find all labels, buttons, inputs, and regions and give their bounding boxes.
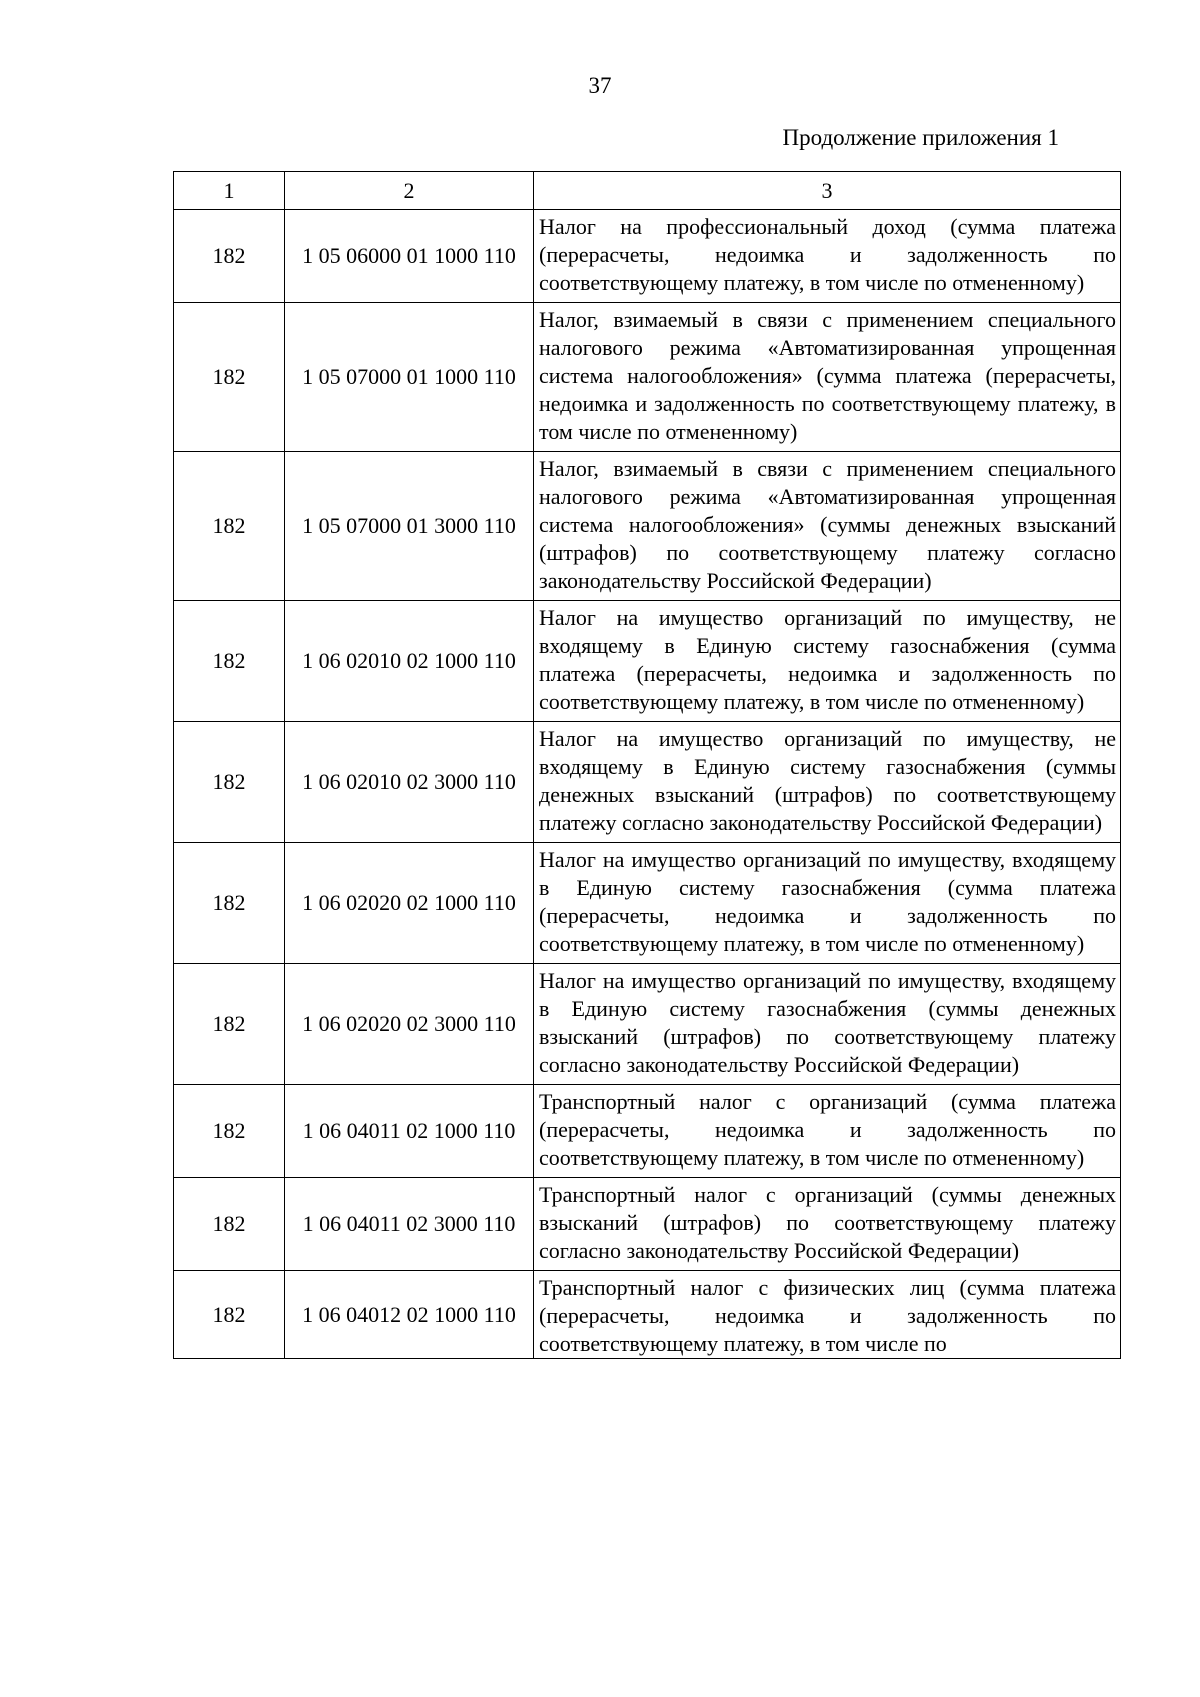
description-cell: Налог на имущество организаций по имуществу, входящему в Единую систему газоснабжения (суммы денежных взысканий (штрафов) по соответствующему платежу согласно законодательству Российской Федерации) xyxy=(534,964,1121,1085)
description-cell: Налог на имущество организаций по имуществу, не входящему в Единую систему газоснабжения (сумма платежа (перерасчеты, недоимка и задолженность по соответствующему платежу, в том числе по отмененному) xyxy=(534,601,1121,722)
table-row xyxy=(174,964,1121,1085)
table-row xyxy=(174,1178,1121,1271)
description-cell: Транспортный налог с организаций (суммы денежных взысканий (штрафов) по соответствующему платежу согласно законодательству Российской Федерации) xyxy=(534,1178,1121,1271)
table-row xyxy=(174,601,1121,722)
kbk-code-cell: 1 06 04012 02 1000 110 xyxy=(285,1271,534,1359)
description-cell: Налог, взимаемый в связи с применением специального налогового режима «Автоматизированная упрощенная система налогообложения» (суммы денежных взысканий (штрафов) по соответствующему платежу согласно законодательству Российской Федерации) xyxy=(534,452,1121,601)
column-header-1: 1 xyxy=(174,172,285,210)
admin-code-cell: 182 xyxy=(174,1178,285,1271)
kbk-code-cell: 1 05 07000 01 3000 110 xyxy=(285,452,534,601)
kbk-code-cell: 1 06 02020 02 3000 110 xyxy=(285,964,534,1085)
admin-code-cell: 182 xyxy=(174,722,285,843)
table-row xyxy=(174,210,1121,303)
description-cell: Транспортный налог с организаций (сумма платежа (перерасчеты, недоимка и задолженность по соответствующему платежу, в том числе по отмененному) xyxy=(534,1085,1121,1178)
admin-code-cell: 182 xyxy=(174,601,285,722)
table-row xyxy=(174,303,1121,452)
kbk-code-cell: 1 06 04011 02 3000 110 xyxy=(285,1178,534,1271)
kbk-code-cell: 1 06 02020 02 1000 110 xyxy=(285,843,534,964)
table-row xyxy=(174,843,1121,964)
admin-code-cell: 182 xyxy=(174,1085,285,1178)
column-header-3: 3 xyxy=(534,172,1121,210)
description-cell: Транспортный налог с физических лиц (сумма платежа (перерасчеты, недоимка и задолженность по соответствующему платежу, в том числе по xyxy=(534,1271,1121,1359)
description-cell: Налог на имущество организаций по имуществу, не входящему в Единую систему газоснабжения (суммы денежных взысканий (штрафов) по соответствующему платежу согласно законодательству Российской Федерации) xyxy=(534,722,1121,843)
table-row xyxy=(174,452,1121,601)
kbk-code-cell: 1 06 02010 02 3000 110 xyxy=(285,722,534,843)
description-cell: Налог на имущество организаций по имуществу, входящему в Единую систему газоснабжения (сумма платежа (перерасчеты, недоимка и задолженность по соответствующему платежу, в том числе по отмененному) xyxy=(534,843,1121,964)
continuation-label: Продолжение приложения 1 xyxy=(782,125,1059,150)
column-header-2: 2 xyxy=(285,172,534,210)
admin-code-cell: 182 xyxy=(174,843,285,964)
kbk-code-cell: 1 06 04011 02 1000 110 xyxy=(285,1085,534,1178)
table-row xyxy=(174,1271,1121,1359)
admin-code-cell: 182 xyxy=(174,210,285,303)
table-row xyxy=(174,1085,1121,1178)
kbk-code-cell: 1 06 02010 02 1000 110 xyxy=(285,601,534,722)
description-cell: Налог, взимаемый в связи с применением специального налогового режима «Автоматизированная упрощенная система налогообложения» (сумма платежа (перерасчеты, недоимка и задолженность по соответствующему платежу, в том числе по отмененному) xyxy=(534,303,1121,452)
income-codes-table xyxy=(173,171,1121,1359)
admin-code-cell: 182 xyxy=(174,303,285,452)
description-cell: Налог на профессиональный доход (сумма платежа (перерасчеты, недоимка и задолженность по соответствующему платежу, в том числе по отмененному) xyxy=(534,210,1121,303)
admin-code-cell: 182 xyxy=(174,964,285,1085)
page-number: 37 xyxy=(588,73,612,98)
kbk-code-cell: 1 05 07000 01 1000 110 xyxy=(285,303,534,452)
admin-code-cell: 182 xyxy=(174,1271,285,1359)
admin-code-cell: 182 xyxy=(174,452,285,601)
table-row xyxy=(174,722,1121,843)
table-header-row xyxy=(174,172,1121,210)
kbk-code-cell: 1 05 06000 01 1000 110 xyxy=(285,210,534,303)
